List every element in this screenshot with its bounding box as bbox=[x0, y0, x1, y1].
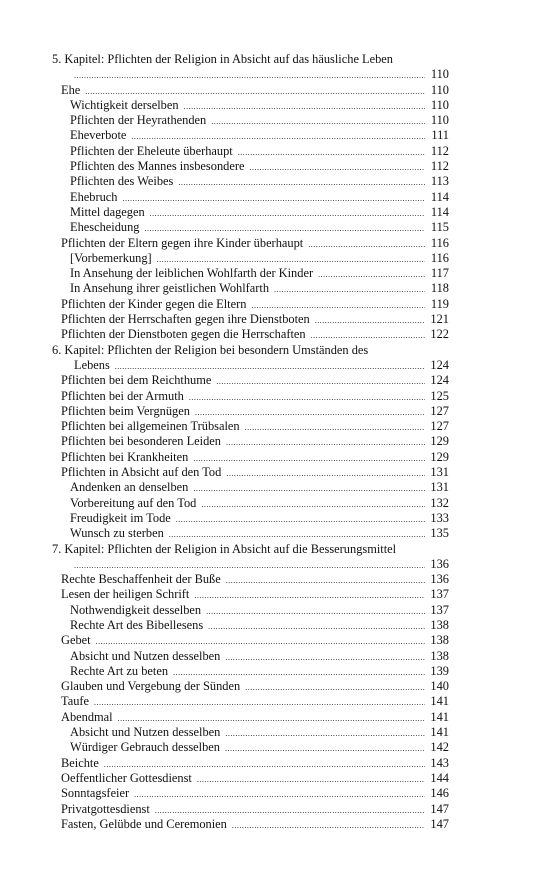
page-number: 139 bbox=[430, 663, 449, 678]
toc-entry bbox=[52, 511, 449, 526]
toc-entry bbox=[52, 496, 449, 511]
page-number: 138 bbox=[430, 617, 449, 632]
page-number: 114 bbox=[430, 204, 449, 219]
page-number: 124 bbox=[430, 373, 449, 388]
toc-entry bbox=[52, 572, 449, 587]
leader-dots bbox=[308, 237, 425, 252]
page-number: 115 bbox=[430, 220, 449, 235]
toc-entry bbox=[52, 297, 449, 312]
page-number: 113 bbox=[430, 174, 449, 189]
leader-dots bbox=[249, 160, 425, 175]
toc-entry bbox=[52, 587, 449, 602]
leader-dots bbox=[169, 527, 425, 542]
page-number: 114 bbox=[430, 189, 449, 204]
leader-dots bbox=[155, 803, 425, 818]
leader-dots bbox=[74, 68, 425, 83]
leader-dots bbox=[232, 818, 425, 833]
toc-entry bbox=[52, 404, 449, 419]
page-number: 133 bbox=[430, 510, 449, 525]
entry-title: Wichtigkeit derselben bbox=[70, 97, 179, 112]
toc-entry bbox=[52, 710, 449, 725]
page-number: 127 bbox=[430, 403, 449, 418]
page-number: 110 bbox=[430, 67, 449, 82]
leader-dots bbox=[122, 191, 425, 206]
page-number: 125 bbox=[430, 388, 449, 403]
page-number: 136 bbox=[430, 556, 449, 571]
leader-dots bbox=[225, 741, 425, 756]
toc-entry bbox=[52, 190, 449, 205]
chapter-5-heading: 5. Kapitel: Pflichten der Religion in Absicht auf das häusliche Leben bbox=[52, 52, 394, 66]
entry-title: Ehebruch bbox=[70, 189, 118, 204]
leader-dots bbox=[315, 313, 425, 328]
page-number: 129 bbox=[430, 449, 449, 464]
entry-title: Pflichten bei der Armuth bbox=[61, 388, 184, 403]
leader-dots bbox=[157, 252, 425, 267]
chapter-7-page-line bbox=[52, 557, 449, 572]
toc-entry bbox=[52, 373, 449, 388]
page-number: 112 bbox=[430, 159, 449, 174]
toc-entry bbox=[52, 480, 449, 495]
entry-title: Glauben und Vergebung der Sünden bbox=[61, 679, 241, 694]
toc-entry bbox=[52, 633, 449, 648]
page-number: 132 bbox=[430, 495, 449, 510]
entry-title: Gebet bbox=[61, 633, 91, 648]
entry-title: In Ansehung ihrer geistlichen Wohlfarth bbox=[70, 281, 270, 296]
entry-title: Taufe bbox=[61, 694, 90, 709]
entry-title: Vorbereitung auf den Tod bbox=[70, 495, 197, 510]
entry-title: Lesen der heiligen Schrift bbox=[61, 587, 190, 602]
toc-entry bbox=[52, 174, 449, 189]
entry-title: Lebens bbox=[74, 357, 110, 372]
entry-title: Pflichten bei Krankheiten bbox=[61, 449, 189, 464]
leader-dots bbox=[104, 757, 425, 772]
table-of-contents bbox=[52, 52, 449, 832]
page-number: 141 bbox=[430, 725, 449, 740]
toc-entry bbox=[52, 725, 449, 740]
entry-title: Abendmal bbox=[61, 709, 113, 724]
entry-title: Absicht und Nutzen desselben bbox=[70, 725, 221, 740]
entry-title: Wunsch zu sterben bbox=[70, 526, 164, 541]
page-number: 131 bbox=[430, 465, 449, 480]
toc-entry bbox=[52, 251, 449, 266]
entry-title: Rechte Art des Bibellesens bbox=[70, 617, 204, 632]
page-number: 136 bbox=[430, 572, 449, 587]
toc-entry bbox=[52, 205, 449, 220]
toc-entry bbox=[52, 159, 449, 174]
entry-title: Pflichten bei allgemeinen Trübsalen bbox=[61, 419, 240, 434]
entry-title: Ehe bbox=[61, 82, 81, 97]
entry-title: Ehescheidung bbox=[70, 220, 140, 235]
page-number: 118 bbox=[430, 281, 449, 296]
toc-entry bbox=[52, 327, 449, 342]
leader-dots bbox=[216, 374, 425, 389]
toc-entry bbox=[52, 649, 449, 664]
entry-title: Pflichten bei besonderen Leiden bbox=[61, 434, 221, 449]
toc-entry bbox=[52, 817, 449, 832]
entry-title: Sonntagsfeier bbox=[61, 786, 130, 801]
leader-dots bbox=[311, 328, 425, 343]
entry-title: Andenken an denselben bbox=[70, 480, 189, 495]
leader-dots bbox=[226, 573, 425, 588]
leader-dots bbox=[238, 145, 425, 160]
page-number: 111 bbox=[431, 128, 449, 143]
entry-title: Pflichten des Mannes insbesondere bbox=[70, 159, 245, 174]
toc-entry bbox=[52, 694, 449, 709]
page-number: 131 bbox=[430, 480, 449, 495]
leader-dots bbox=[131, 129, 425, 144]
leader-dots bbox=[134, 787, 425, 802]
entry-title: Nothwendigkeit desselben bbox=[70, 602, 202, 617]
leader-dots bbox=[208, 619, 425, 634]
page-number: 110 bbox=[430, 113, 449, 128]
leader-dots bbox=[184, 99, 425, 114]
leader-dots bbox=[318, 267, 425, 282]
entry-title: Pflichten der Herrschaften gegen ihre Dienstboten bbox=[61, 312, 310, 327]
page-number: 112 bbox=[430, 143, 449, 158]
leader-dots bbox=[226, 466, 425, 481]
leader-dots bbox=[94, 695, 425, 710]
page-number: 147 bbox=[430, 801, 449, 816]
leader-dots bbox=[211, 114, 425, 129]
leader-dots bbox=[245, 680, 425, 695]
toc-entry bbox=[52, 281, 449, 296]
leader-dots bbox=[118, 711, 425, 726]
chapter-6-heading: 6. Kapitel: Pflichten der Religion bei besondern Umständen des bbox=[52, 342, 369, 357]
page-number: 110 bbox=[430, 82, 449, 97]
page-number: 147 bbox=[430, 816, 449, 831]
toc-entry bbox=[52, 740, 449, 755]
leader-dots bbox=[176, 512, 425, 527]
entry-title: Pflichten der Eheleute überhaupt bbox=[70, 143, 233, 158]
entry-title: Fasten, Gelübde und Ceremonien bbox=[61, 816, 227, 831]
chapter-7-heading: 7. Kapitel: Pflichten der Religion in Absicht auf die Besserungsmittel bbox=[52, 541, 397, 556]
toc-entry bbox=[52, 771, 449, 786]
leader-dots bbox=[193, 451, 425, 466]
toc-entry bbox=[52, 664, 449, 679]
entry-title: Pflichten der Heyrathenden bbox=[70, 113, 207, 128]
entry-title: Pflichten beim Vergnügen bbox=[61, 403, 190, 418]
toc-entry bbox=[52, 786, 449, 801]
entry-title: Privatgottesdienst bbox=[61, 801, 150, 816]
toc-entry bbox=[52, 98, 449, 113]
entry-title: Eheverbote bbox=[70, 128, 127, 143]
toc-entry bbox=[52, 450, 449, 465]
entry-title: Pflichten der Dienstboten gegen die Herrschaften bbox=[61, 327, 306, 342]
chapter-5-page-line bbox=[52, 67, 449, 82]
entry-title: Mittel dagegen bbox=[70, 204, 145, 219]
page-number: 116 bbox=[430, 235, 449, 250]
leader-dots bbox=[193, 481, 425, 496]
page-number: 129 bbox=[430, 434, 449, 449]
page-number: 135 bbox=[430, 526, 449, 541]
page-number: 121 bbox=[430, 312, 449, 327]
page-number: 144 bbox=[430, 770, 449, 785]
toc-entry bbox=[52, 434, 449, 449]
page-number: 141 bbox=[430, 709, 449, 724]
leader-dots bbox=[194, 588, 425, 603]
page-number: 142 bbox=[430, 740, 449, 755]
page-number: 146 bbox=[430, 786, 449, 801]
entry-title: Pflichten der Kinder gegen die Eltern bbox=[61, 296, 247, 311]
page-number: 117 bbox=[430, 266, 449, 281]
page-number: 137 bbox=[430, 587, 449, 602]
toc-entry bbox=[52, 756, 449, 771]
entry-title: Freudigkeit im Tode bbox=[70, 510, 171, 525]
page-number: 110 bbox=[430, 97, 449, 112]
leader-dots bbox=[173, 665, 425, 680]
page-number: 140 bbox=[430, 679, 449, 694]
toc-entry bbox=[52, 128, 449, 143]
toc-entry bbox=[52, 220, 449, 235]
entry-title: Rechte Art zu beten bbox=[70, 663, 169, 678]
toc-entry bbox=[52, 312, 449, 327]
toc-entry bbox=[52, 465, 449, 480]
page-number: 138 bbox=[430, 648, 449, 663]
toc-entry bbox=[52, 603, 449, 618]
toc-entry bbox=[52, 618, 449, 633]
page-number: 127 bbox=[430, 419, 449, 434]
toc-entry bbox=[52, 389, 449, 404]
entry-title: Oeffentlicher Gottesdienst bbox=[61, 770, 192, 785]
leader-dots bbox=[189, 390, 425, 405]
toc-entry bbox=[52, 113, 449, 128]
toc-entry bbox=[52, 236, 449, 251]
leader-dots bbox=[197, 772, 425, 787]
leader-dots bbox=[178, 175, 425, 190]
entry-title: In Ansehung der leiblichen Wohlfarth der Kinder bbox=[70, 266, 314, 281]
toc-entry bbox=[52, 83, 449, 98]
toc-entry bbox=[52, 419, 449, 434]
entry-title: Pflichten bei dem Reichthume bbox=[61, 373, 212, 388]
leader-dots bbox=[274, 282, 425, 297]
leader-dots bbox=[115, 359, 425, 374]
leader-dots bbox=[206, 604, 425, 619]
page-number: 137 bbox=[430, 602, 449, 617]
leader-dots bbox=[150, 206, 425, 221]
toc-entry bbox=[52, 526, 449, 541]
entry-title: Pflichten des Weibes bbox=[70, 174, 174, 189]
leader-dots bbox=[85, 84, 425, 99]
toc-entry bbox=[52, 802, 449, 817]
page-number: 122 bbox=[430, 327, 449, 342]
leader-dots bbox=[74, 558, 425, 573]
entry-title: [Vorbemerkung] bbox=[70, 250, 152, 265]
entry-title: Pflichten in Absicht auf den Tod bbox=[61, 465, 222, 480]
chapter-6-heading-continuation bbox=[52, 358, 449, 373]
toc-entry bbox=[52, 679, 449, 694]
leader-dots bbox=[245, 420, 425, 435]
leader-dots bbox=[195, 405, 425, 420]
leader-dots bbox=[226, 435, 425, 450]
entry-title: Absicht und Nutzen desselben bbox=[70, 648, 221, 663]
toc-entry bbox=[52, 266, 449, 281]
page-number: 119 bbox=[430, 296, 449, 311]
page-number: 141 bbox=[430, 694, 449, 709]
leader-dots bbox=[251, 298, 425, 313]
entry-title: Rechte Beschaffenheit der Buße bbox=[61, 572, 221, 587]
entry-title: Beichte bbox=[61, 755, 99, 770]
toc-entry bbox=[52, 144, 449, 159]
entry-title: Pflichten der Eltern gegen ihre Kinder überhaupt bbox=[61, 235, 304, 250]
leader-dots bbox=[225, 650, 425, 665]
leader-dots bbox=[96, 634, 425, 649]
page-number: 124 bbox=[430, 357, 449, 372]
leader-dots bbox=[201, 497, 425, 512]
page-number: 116 bbox=[430, 250, 449, 265]
leader-dots bbox=[225, 726, 425, 741]
page-number: 138 bbox=[430, 633, 449, 648]
leader-dots bbox=[145, 221, 425, 236]
page-number: 143 bbox=[430, 755, 449, 770]
entry-title: Würdiger Gebrauch desselben bbox=[70, 740, 221, 755]
